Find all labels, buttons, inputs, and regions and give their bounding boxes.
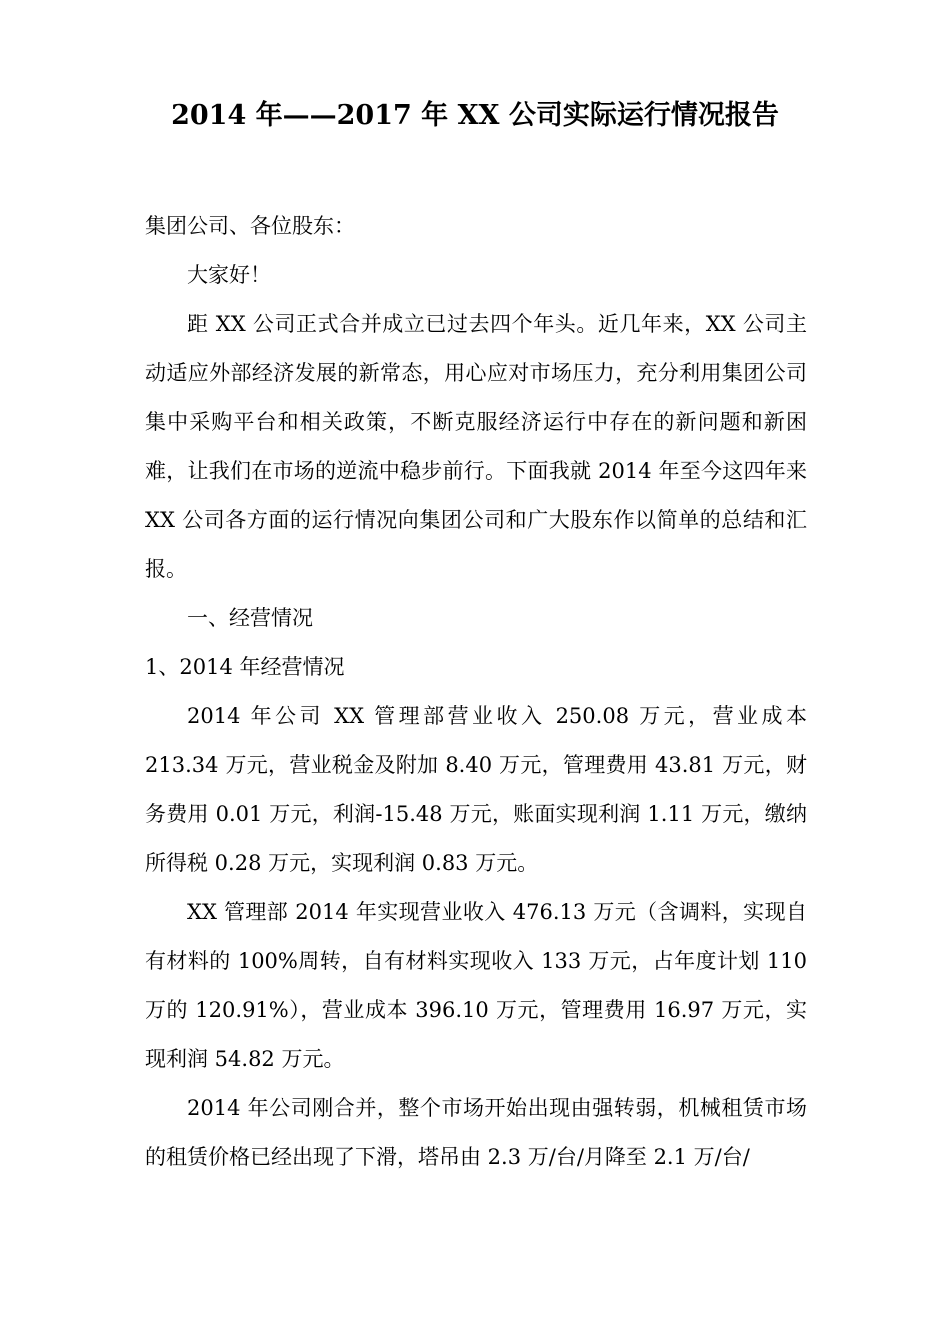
subsection-heading-2014: 1、2014 年经营情况 bbox=[145, 655, 345, 679]
document-title: 2014 年——2017 年 XX 公司实际运行情况报告 bbox=[171, 100, 779, 131]
paragraph-intro: 距 XX 公司正式合并成立已过去四个年头。近几年来，XX 公司主动适应外部经济发展的新常态，用心应对市场压力，充分利用集团公司集中采购平台和相关政策，不断克服经济运行中存在的新问题和新困难，让我们在市场的逆流中稳步前行。下面我就 2014 年至今这四年来 XX 公司各方面的运行情况向集团公司和广大股东作以简单的总结和汇报。 bbox=[145, 312, 807, 581]
section-heading-operations: 一、经营情况 bbox=[187, 606, 313, 630]
greeting: 大家好！ bbox=[187, 263, 271, 287]
paragraph-2014-hq: 2014 年公司 XX 管理部营业收入 250.08 万元，营业成本 213.34 万元，营业税金及附加 8.40 万元，管理费用 43.81 万元，财务费用 0.01 万元，利润-15.48 万元，账面实现利润 1.11 万元，缴纳所得税 0.28 万元，实现利润 0.83 万元。 bbox=[145, 704, 807, 875]
salutation: 集团公司、各位股东： bbox=[145, 214, 355, 238]
paragraph-2014-market: 2014 年公司刚合并，整个市场开始出现由强转弱，机械租赁市场的租赁价格已经出现了下滑，塔吊由 2.3 万/台/月降至 2.1 万/台/ bbox=[145, 1096, 807, 1169]
document-body bbox=[145, 202, 807, 1182]
paragraph-2014-dept: XX 管理部 2014 年实现营业收入 476.13 万元（含调料，实现自有材料的 100%周转，自有材料实现收入 133 万元，占年度计划 110 万的 120.91%），营业成本 396.10 万元，管理费用 16.97 万元，实现利润 54.82 万元。 bbox=[145, 900, 807, 1071]
